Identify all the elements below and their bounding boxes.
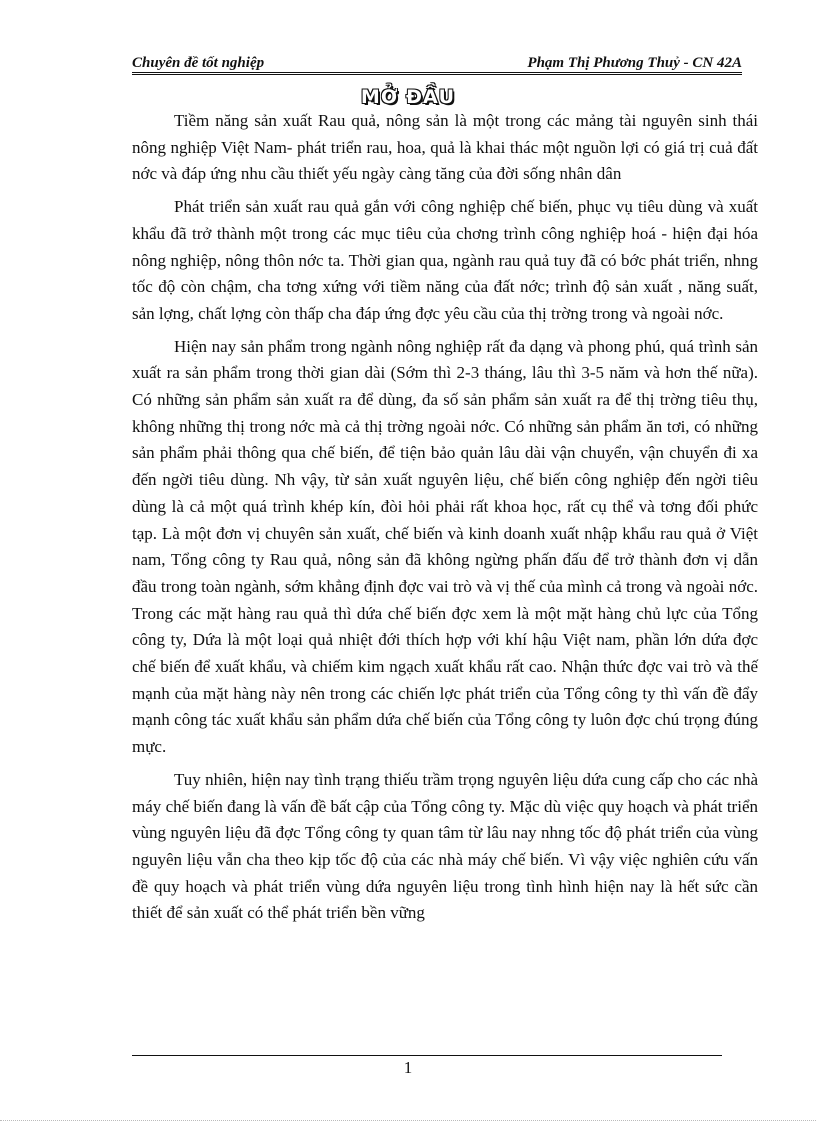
page-number: 1 [403, 1058, 413, 1077]
footer-rule [132, 1055, 722, 1056]
header-right: Phạm Thị Phương Thuỷ - CN 42A [527, 55, 742, 71]
paragraph: Tiềm năng sản xuất Rau quả, nông sản là một trong các mảng tài nguyên sinh thái nông nghiệp Việt Nam- phát triển rau, hoa, quả là khai thác một nguồn lợi có giá trị cuả đất nớc và đáp ứng nhu cầu thiết yếu ngày càng tăng của đời sống nhân dân [132, 111, 758, 184]
header-rule [132, 72, 742, 75]
header-left: Chuyên đề tốt nghiệp [132, 55, 265, 71]
page-title: MỞ ĐẦU [360, 86, 456, 108]
page-bottom-border [0, 1120, 816, 1121]
document-body [132, 108, 758, 933]
page-header [132, 50, 742, 72]
paragraph: Tuy nhiên, hiện nay tình trạng thiếu trầm trọng nguyên liệu dứa cung cấp cho các nhà máy chế biến đang là vấn đề bất cập của Tổng công ty. Mặc dù việc quy hoạch và phát triển vùng nguyên liệu đã đợc Tổng công ty quan tâm từ lâu nay nhng tốc độ phát triển của vùng nguyên liệu vẫn cha theo kịp tốc độ của các nhà máy chế biến. Vì vậy việc nghiên cứu vấn đề quy hoạch và phát triển vùng dứa nguyên liệu trong tình hình hiện nay là hết sức cần thiết để sản xuất có thể phát triển bền vững [132, 769, 758, 923]
paragraph: Hiện nay sản phẩm trong ngành nông nghiệp rất đa dạng và phong phú, quá trình sản xuất ra sản phẩm trong thời gian dài (Sớm thì 2-3 tháng, lâu thì 3-5 năm và hơn thế nữa). Có những sản phẩm sản xuất ra để dùng, đa số sản phẩm sản xuất ra để thị trờng tiêu thụ, không những thị trong nớc mà cả thị trờng ngoài nớc. Có những sản phẩm ăn tơi, có những sản phẩm phải thông qua chế biến, để tiện bảo quản lâu dài vận chuyển, vận chuyển đi xa đến ngời tiêu dùng. Nh vậy, từ sản xuất nguyên liệu, chế biến công nghiệp đến ngời tiêu dùng là cả một quá trình khép kín, đòi hỏi phải rất khoa học, rất cụ thể và tơng đối phức tạp. Là một đơn vị chuyên sản xuất, chế biến và kinh doanh xuất nhập khẩu rau quả ở Việt nam, Tổng công ty Rau quả, nông sản đã không ngừng phấn đấu để trở thành đơn vị dẫn đầu trong toàn ngành, sớm khẳng định đợc vai trò và vị thế của mình cả trong và ngoài nớc. Trong các mặt hàng rau quả thì dứa chế biến đợc xem là một mặt hàng chủ lực của Tổng công ty, Dứa là một loại quả nhiệt đới thích hợp với khí hậu Việt nam, phần lớn dứa đợc chế biến để xuất khẩu, và chiếm kim ngạch xuất khẩu rất cao. Nhận thức đợc vai trò và thế mạnh của mặt hàng này nên trong các chiến lợc phát triển của Tổng công ty thì vấn đề đẩy mạnh công tác xuất khẩu sản phẩm dứa chế biến của Tổng công ty luôn đợc chú trọng đúng mực. [132, 336, 758, 757]
paragraph: Phát triển sản xuất rau quả gắn với công nghiệp chế biến, phục vụ tiêu dùng và xuất khẩu đã trở thành một trong các mục tiêu của chơng trình công nghiệp hoá - hiện đại hóa nông nghiệp, nông thôn nớc ta. Thời gian qua, ngành rau quả tuy đã có bớc phát triển, nhng tốc độ còn chậm, cha tơng xứng với tiềm năng của đất nớc; trình độ sản xuất , năng suất, sản lợng, chất lợng còn thấp cha đáp ứng đợc yêu cầu của thị trờng trong và ngoài nớc. [132, 197, 758, 323]
